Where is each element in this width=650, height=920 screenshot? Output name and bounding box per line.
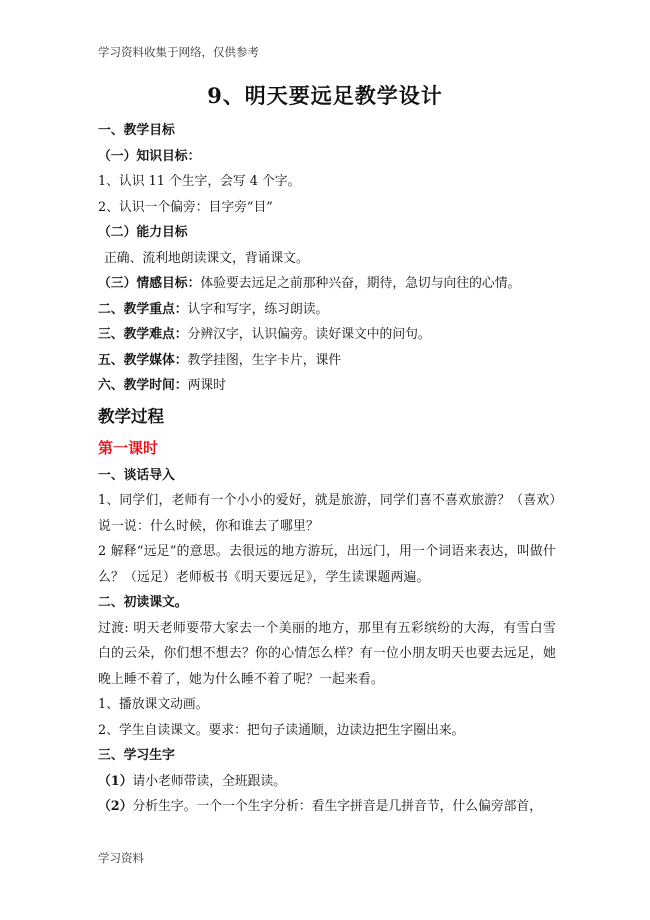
page-header: 学习资料收集于网络，仅供参考 bbox=[98, 45, 259, 59]
words-step-1-label: （1） bbox=[98, 773, 133, 789]
time-label: 六、教学时间： bbox=[98, 378, 188, 393]
time-text: 两课时 bbox=[187, 378, 226, 393]
teaching-media bbox=[98, 348, 556, 374]
emotion-text: 体验要去远足之前那种兴奋，期待，急切与向往的心情。 bbox=[200, 276, 521, 291]
words-step-1-text: 请小老师带读，全班跟读。 bbox=[132, 773, 287, 789]
key-text: 认字和写字，练习朗读。 bbox=[187, 301, 329, 317]
key-points bbox=[98, 297, 556, 323]
words-step-2-text: 分析生字。一个一个生字分析：看生字拼音是几拼音节，什么偏旁部首， bbox=[132, 799, 542, 814]
document-title: 9、明天要远足教学设计 bbox=[207, 83, 443, 108]
difficult-text: 分辨汉字，认识偏旁。读好课文中的问句。 bbox=[187, 327, 431, 342]
knowledge-item-2: 2、认识一个偏旁：目字旁“目” bbox=[98, 199, 273, 215]
section-intro: 一、谈话导入 bbox=[98, 467, 175, 483]
teaching-time bbox=[98, 373, 556, 399]
subsection-knowledge: （一）知识目标： bbox=[98, 148, 201, 164]
media-label: 五、教学媒体： bbox=[98, 352, 188, 368]
document-body bbox=[98, 118, 556, 820]
words-step-1 bbox=[98, 769, 556, 795]
transition-paragraph: 过渡: 明天老师要带大家去一个美丽的地方，那里有五彩缤纷的大海，有雪白雪白的云朵，你们想不想去？你的心情怎么样？有一位小朋友明天也要去远足，她晚上睡不着了，她为什么睡不着了呢？一起来看。 bbox=[98, 620, 556, 687]
section-first-reading: 二、初读课文。 bbox=[98, 595, 188, 610]
media-text: 教学挂图，生字卡片，课件 bbox=[187, 352, 342, 368]
subsection-ability: （二）能力目标 bbox=[98, 225, 188, 240]
emotion-goal bbox=[98, 271, 556, 297]
reading-step-2: 2、学生自读课文。要求：把句子读通顺，边读边把生字圈出来。 bbox=[98, 722, 465, 738]
words-step-2 bbox=[98, 794, 556, 820]
intro-paragraph-1: 1、同学们，老师有一个小小的爱好，就是旅游，同学们喜不喜欢旅游？（喜欢）说一说：什么时候，你和谁去了哪里？ bbox=[98, 493, 556, 534]
section-learn-words: 三、学习生字 bbox=[98, 748, 175, 763]
ability-text: 正确、流利地朗读课文，背诵课文。 bbox=[104, 250, 309, 266]
intro-paragraph-2: 2 解释“远足”的意思。去很远的地方游玩，出远门，用一个词语来表达，叫做什么？（远足）老师板书《明天要远足》，学生读课题两遍。 bbox=[98, 544, 556, 585]
reading-step-1: 1、播放课文动画。 bbox=[98, 697, 209, 712]
key-label: 二、教学重点： bbox=[98, 301, 188, 317]
difficult-label: 三、教学难点： bbox=[98, 327, 188, 342]
section-teaching-goals: 一、教学目标 bbox=[98, 123, 175, 138]
difficult-points bbox=[98, 322, 556, 348]
page-footer: 学习资料 bbox=[98, 851, 144, 865]
lesson-1-heading: 第一课时 bbox=[98, 438, 159, 457]
process-heading: 教学过程 bbox=[98, 406, 164, 426]
emotion-label: （三）情感目标： bbox=[98, 276, 201, 291]
words-step-2-label: （2） bbox=[98, 799, 133, 814]
knowledge-item-1: 1、认识 11 个生字，会写 4 个字。 bbox=[98, 174, 301, 189]
